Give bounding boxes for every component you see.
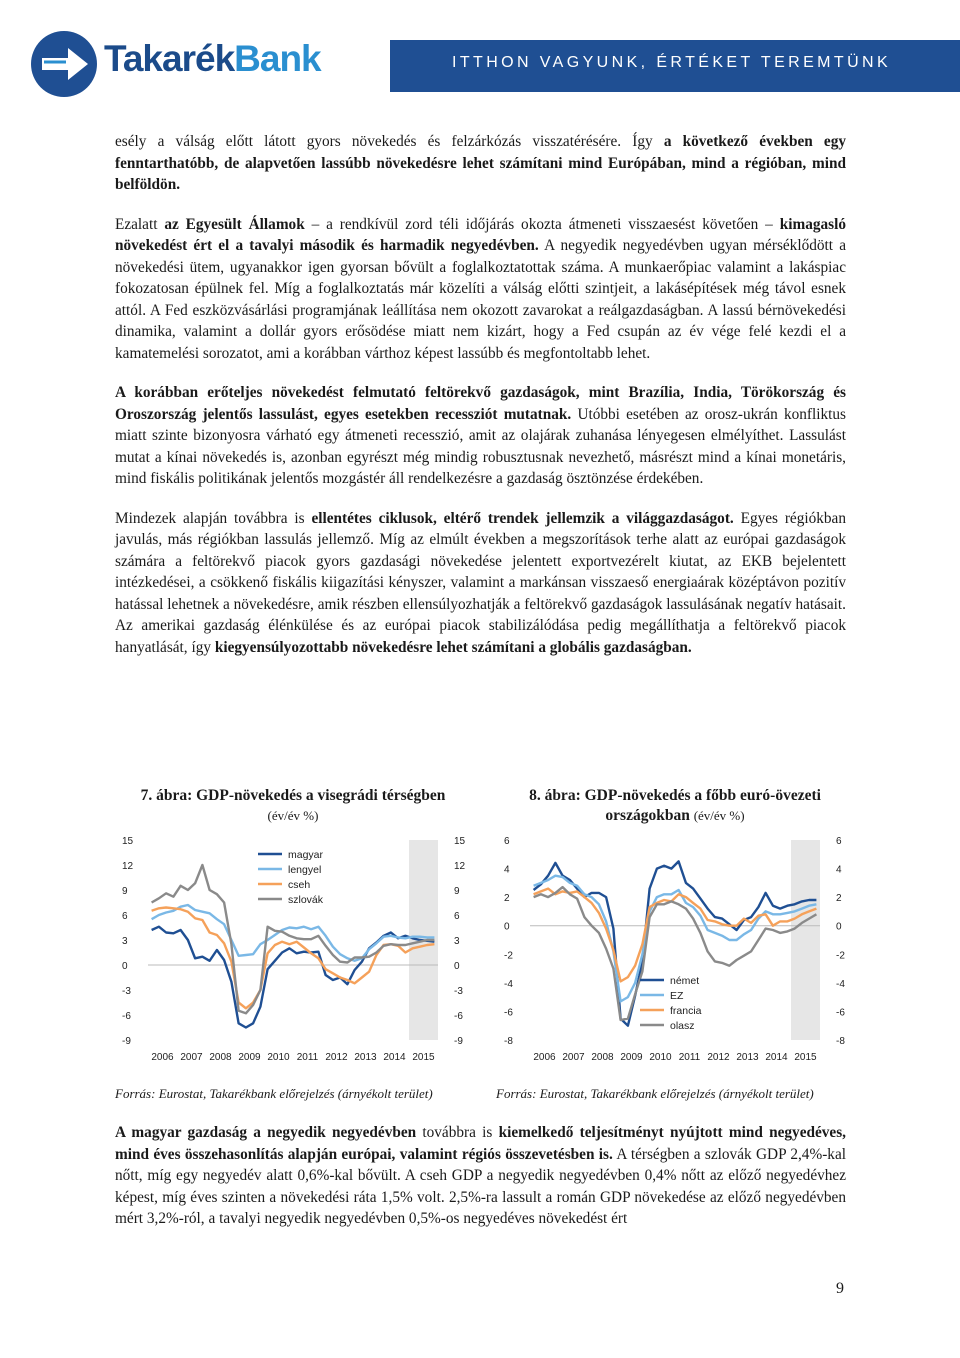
y-tick-label-left: -9 [122,1036,131,1047]
y-tick-label-right: -6 [454,1011,463,1022]
bold-run: A magyar gazdaság a negyedik negyedévben [115,1124,417,1141]
body-text [115,131,846,676]
x-tick-label: 2012 [707,1052,730,1063]
bold-run: kiegyensúlyozottabb növekedésre lehet számítani a globális gazdaságban. [214,638,692,656]
y-tick-label-right: -4 [836,978,845,990]
x-tick-label: 2015 [412,1052,435,1063]
bold-run: a következő években egy fenntarthatóbb, de alapvetően lassúbb növekedésre lehet számítani mind Európában, mind a régióban, mind belföldön. [115,133,846,193]
bold-run: A korábban erőteljes növekedést felmutató feltörekvő gazdaságok, mint Brazília, India, Törökország és Oroszország jelentős lassulást, egyes esetekben recessziót mutatnak. [115,384,846,423]
y-tick-label-right: 0 [454,961,460,972]
x-tick-label: 2014 [383,1052,406,1063]
forecast-shading [791,840,820,1040]
bold-run: ellentétes ciklusok, eltérő trendek jellemzik a világgazdaságot. [311,509,734,527]
x-tick-label: 2006 [151,1052,174,1063]
paragraph [115,214,846,365]
legend-label: magyar [288,849,324,861]
source-note: Forrás: Eurostat, Takarékbank előrejelzés (árnyékolt terület) [115,1086,433,1101]
chart-svg [490,830,860,1075]
paragraph [115,131,846,196]
y-tick-label-right: -3 [454,986,463,997]
text-run: Mindezek alapján továbbra is [115,509,312,527]
y-tick-label-left: 9 [122,886,128,897]
x-tick-label: 2015 [794,1052,817,1063]
y-tick-label-left: -6 [504,1007,513,1019]
y-tick-label-left: -6 [122,1011,131,1022]
y-tick-label-left: -8 [504,1036,513,1047]
chart-svg [108,830,478,1075]
y-tick-label-left: -4 [504,978,513,990]
chart-visegrad [108,786,478,1086]
legend-label: szlovák [288,894,324,906]
x-tick-label: 2012 [325,1052,348,1063]
brand-name: TakarékBank [104,38,321,79]
y-tick-label-left: 15 [122,836,134,847]
text-run: Ezalatt [115,215,165,233]
page-header [0,0,960,112]
chart-eurozone [490,786,860,1086]
y-tick-label-right: 0 [836,921,842,933]
body-text-bottom [115,1122,846,1230]
y-tick-label-right: -2 [836,950,845,962]
x-tick-label: 2011 [678,1052,701,1063]
paragraph [115,382,846,490]
source-note: Forrás: Eurostat, Takarékbank előrejelzés (árnyékolt terület) [496,1086,814,1101]
x-tick-label: 2011 [296,1052,319,1063]
y-tick-label-left: -3 [122,986,131,997]
bold-run: kimagasló növekedést ért el a tavalyi második és harmadik negyedévben. [115,215,846,254]
x-tick-label: 2006 [533,1052,556,1063]
y-tick-label-left: 6 [122,911,128,922]
legend-label: francia [670,1005,702,1017]
y-tick-label-left: 0 [504,921,510,933]
text-run: továbbra is [416,1124,499,1141]
text-run: Egyes régiókban javulás, más régiókban lassulás jellemző. Míg az elmúlt években a megszorítások terhe alatt az európai gazdaságok számára a feltörekvő piacok gyors gazdasági növekedése jelentett exportvezérelt kiutat, az EKB bejelentett intézkedései, a csökkenő fiskális kiigazítási kényszer, valamint a markánsan visszaeső energiaárak középtávon pozitív hatással lehetnek a növekedésre, amik részben ellensúlyozhatják a feltörekvő gazdaságok lassulásának negatív hatásait. Az amerikai gazdaság élénkülése és az európai piacok stabilizálódása pedig megállíthatja a feltörekvő piacok hanyatlását, így [115,509,846,656]
legend-label: lengyel [288,864,322,876]
y-tick-label-left: 4 [504,864,510,876]
y-tick-label-right: 2 [836,893,842,905]
y-tick-label-right: 4 [836,864,842,876]
x-tick-label: 2013 [736,1052,759,1063]
y-tick-label-right: -6 [836,1007,845,1019]
x-tick-label: 2009 [238,1052,261,1063]
text-run: A térségben a szlovák GDP 2,4%-kal nőtt, míg egy negyedév alatt 0,6%-kal bővült. A cseh GDP a negyedik negyedévben 0,4% nőtt az előző negyedévhez képest, míg éves szinten a növekedési ráta 1,5% volt. 2,5%-ra lassult a román GDP növekedése az előző negyedévben mért 3,2%-ról, a tavalyi negyedik negyedévben 0,5%-os negyedéves növekedést ért [115,1145,846,1227]
y-tick-label-left: 3 [122,936,128,947]
x-tick-label: 2007 [562,1052,585,1063]
slogan: ITTHON VAGYUNK, ÉRTÉKET TEREMTÜNK [452,54,892,71]
page-number: 9 [836,1280,844,1297]
x-tick-label: 2009 [620,1052,643,1063]
y-tick-label-left: 6 [504,836,510,847]
x-tick-label: 2014 [765,1052,788,1063]
x-tick-label: 2010 [649,1052,672,1063]
text-run: A negyedik negyedévben ugyan mérséklődött a növekedési ütem, ugyanakkor igen gyorsan bővült a foglalkoztatottak száma. A munkaerőpiac valamint a lakáspiac fokozatosan épülnek fel. Míg a foglalkoztatás már közelíti a válság előtti szintjeit, a lakásépítések még távol esnek attól. A Fed eszközvásárlási programjának leállítása nem okozott zavarokat a reálgazdaságban. A lassú bérnövekedési dinamika, valamint a dollár gyors erősödése miatt nem kizárt, hogy a Fed csupán az év vége felé kezdi el a kamatemelési sorozatot, ami a korábban várthoz képest lassúbb és megfontoltabb lehet. [115,237,846,362]
y-tick-label-left: -2 [504,950,513,962]
text-run: Utóbbi esetében az orosz-ukrán konfliktus miatt szinte bizonyosra várható egy átmeneti recesszió, amit az olajárak zuhanása lényegesen elmélyíthet. Lassulást mutat a kínai növekedés is, azonban egyrészt még mindig robusztusnak nevezhető, másrészt mind a kínai monetáris, mind fiskális politikának jelentős mozgástér áll rendelkezésre a gazdaság ösztönzése érdekében. [115,405,846,487]
y-tick-label-right: 9 [454,886,460,897]
text-run: – a rendkívül zord téli időjárás okozta átmeneti visszaesést követően – [304,215,780,233]
legend-label: olasz [670,1020,695,1032]
paragraph [115,508,846,659]
legend-label: cseh [288,879,311,891]
charts-area [108,786,858,1106]
y-tick-label-right: 12 [454,861,466,872]
chart-title: 7. ábra: GDP-növekedés a visegrádi térségben (év/év %) [140,787,446,823]
y-tick-label-left: 0 [122,961,128,972]
y-tick-label-left: 2 [504,893,510,905]
x-tick-label: 2007 [180,1052,203,1063]
legend-label: EZ [670,990,684,1002]
x-tick-label: 2008 [591,1052,614,1063]
x-tick-label: 2013 [354,1052,377,1063]
y-tick-label-right: 15 [454,836,466,847]
chart-title: 8. ábra: GDP-növekedés a főbb euró-övezeti országokban (év/év %) [529,787,821,824]
x-tick-label: 2010 [267,1052,290,1063]
paragraph [115,1122,846,1230]
x-tick-label: 2008 [209,1052,232,1063]
bold-run: kiemelkedő teljesítményt nyújtott mind negyedéves, mind éves összehasonlítás alapján európai, valamint régiós összevetésben is. [115,1124,846,1163]
y-tick-label-left: 12 [122,861,134,872]
takarekbank-logo-icon [28,28,100,100]
text-run: esély a válság előtt látott gyors növekedés és felzárkózás visszatérésére. Így [115,133,664,150]
y-tick-label-right: -8 [836,1036,845,1047]
y-tick-label-right: -9 [454,1036,463,1047]
bold-run: az Egyesült Államok [164,215,305,233]
y-tick-label-right: 6 [454,911,460,922]
y-tick-label-right: 3 [454,936,460,947]
y-tick-label-right: 6 [836,836,842,847]
legend-label: német [670,975,700,987]
